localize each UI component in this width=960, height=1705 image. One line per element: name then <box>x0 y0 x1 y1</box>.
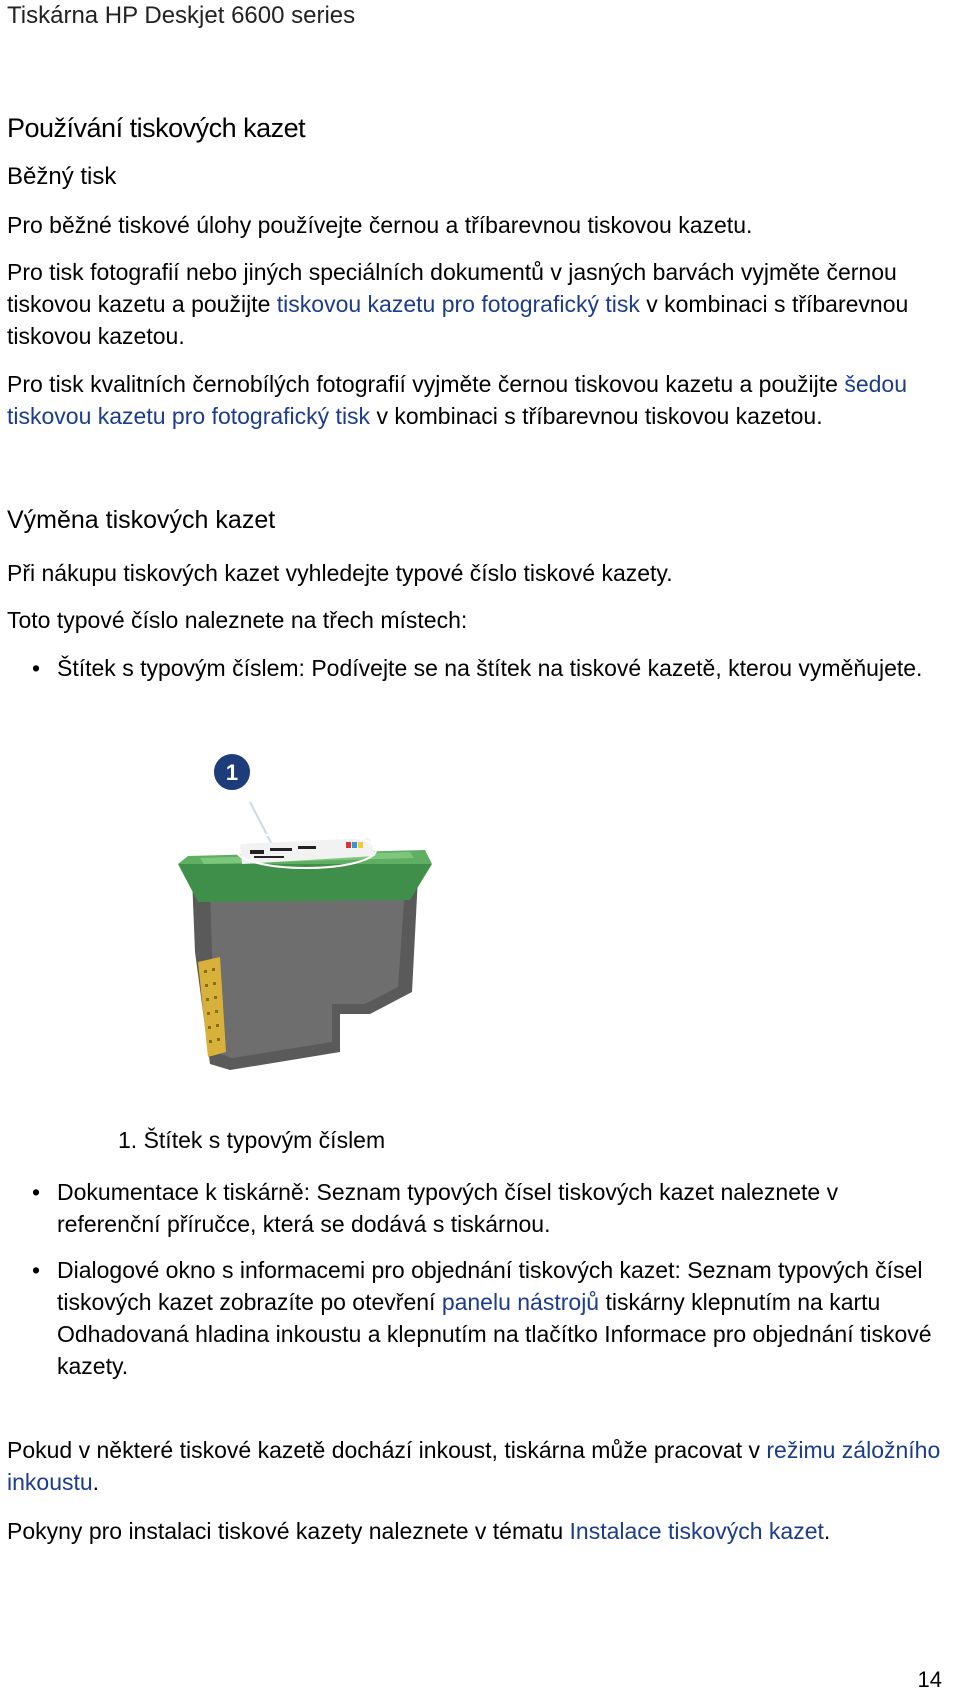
section-title: Používání tiskových kazet <box>7 113 306 143</box>
list-item-text-part: a klepnutím na tlačítko <box>361 1321 605 1347</box>
paragraph-text: Pro tisk fotografií nebo jiných speciálních dokumentů v jasných barvách vyjměte černou tiskovou kazetu a použijte <box>7 259 897 317</box>
paragraph-text: v kombinaci s tříbarevnou tiskovou kazetou. <box>370 403 823 429</box>
running-header: Tiskárna HP Deskjet 6600 series <box>7 2 356 29</box>
paragraph-locations: Toto typové číslo naleznete na třech místech: <box>7 607 468 633</box>
list-item-text: Štítek s typovým číslem: Podívejte se na štítek na tiskové kazetě, kterou vyměňujete. <box>57 655 923 681</box>
link-gray-photo-cartridge[interactable]: šedou tiskovou kazetu pro fotografický tisk <box>7 371 908 429</box>
section-title-replacement: Výměna tiskových kazet <box>7 506 276 534</box>
bullet: • <box>32 655 41 681</box>
button-name-order-info: Informace pro objednání tiskové kazety <box>57 1321 932 1379</box>
bullet: • <box>32 1257 41 1283</box>
list-item <box>32 1254 947 1382</box>
list-item-text-part: Dialogové okno s informacemi pro objednání tiskových kazet: Seznam typových čísel tiskových kazet zobrazíte po otevření <box>57 1257 923 1315</box>
paragraph-reserve-ink <box>7 1434 947 1498</box>
subsection-title: Běžný tisk <box>7 163 117 190</box>
page-number: 14 <box>917 1667 942 1692</box>
figure-caption: 1. Štítek s typovým číslem <box>118 1127 386 1153</box>
paragraph-text: Pokud v některé tiskové kazetě dochází inkoust, tiskárna může pracovat v <box>7 1437 767 1463</box>
bullet: • <box>32 1179 41 1205</box>
list-item <box>32 652 947 684</box>
list-item-text <box>57 1254 947 1382</box>
link-toolbox[interactable]: panelu nástrojů <box>441 1289 600 1315</box>
list-item <box>32 1176 947 1240</box>
paragraph-bw-printing <box>7 368 947 432</box>
paragraph-photo-printing <box>7 256 947 352</box>
tab-name-ink-level: Odhadovaná hladina inkoustu <box>57 1321 362 1347</box>
list-item-text-part: . <box>121 1353 129 1379</box>
paragraph-normal-printing: Pro běžné tiskové úlohy používejte černou a tříbarevnou tiskovou kazetu. <box>7 212 753 238</box>
link-photo-cartridge[interactable]: tiskovou kazetu pro fotografický tisk <box>276 291 640 317</box>
paragraph-text: Pro tisk kvalitních černobílých fotografií vyjměte černou tiskovou kazetu a použijte <box>7 371 845 397</box>
paragraph-text: . <box>92 1469 100 1495</box>
ink-cartridge-image <box>170 752 440 1092</box>
paragraph-text: Pokyny pro instalaci tiskové kazety naleznete v tématu <box>7 1518 570 1544</box>
link-install-cartridges[interactable]: Instalace tiskových kazet <box>569 1518 824 1544</box>
paragraph-text: v kombinaci s tříbarevnou tiskovou kazetou. <box>7 291 909 349</box>
paragraph-installation <box>7 1515 947 1547</box>
callout-number: 1 <box>225 760 239 785</box>
link-reserve-ink-mode[interactable]: režimu záložního inkoustu <box>7 1437 941 1495</box>
paragraph-text: . <box>823 1518 831 1544</box>
list-item-text: Dokumentace k tiskárně: Seznam typových čísel tiskových kazet naleznete v referenční příručce, která se dodává s tiskárnou. <box>57 1179 839 1237</box>
list-item-text-part: tiskárny klepnutím na kartu <box>599 1289 881 1315</box>
paragraph-purchase: Při nákupu tiskových kazet vyhledejte typové číslo tiskové kazety. <box>7 560 673 586</box>
